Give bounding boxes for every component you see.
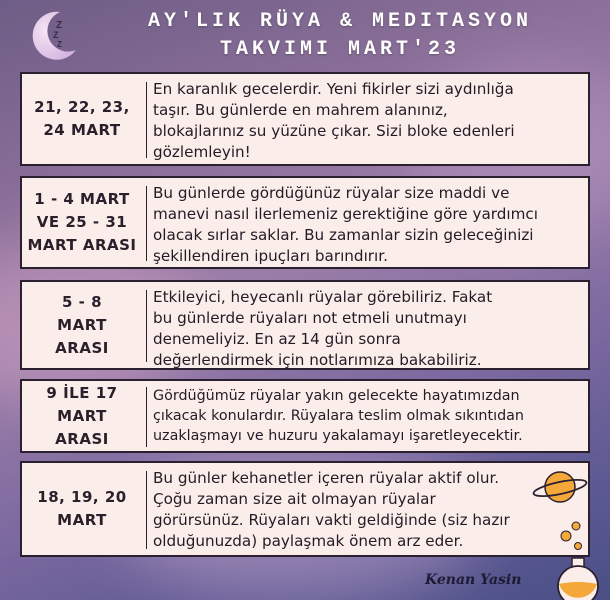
row-description: Bu günler kehanetler içeren rüyalar aktif olur. Çoğu zaman size ait olmayan rüyalar görürsünüz. Rüyaları vakti geldiğinde (siz hazır olduğunuzda) paylaşmak önem arz eder.	[153, 469, 510, 550]
row-divider	[146, 186, 147, 261]
row-date-label: 5 - 8 MART ARASI	[55, 292, 109, 357]
calendar-row	[20, 379, 590, 453]
row-description: Etkileyici, heyecanlı rüyalar görebiliriz. Fakat bu günlerde rüyaları not etmeli unutmayı denemeliyiz. En az 14 gün sonra değerlendirmek için notlarımıza bakabiliriz.	[153, 288, 493, 369]
row-divider	[146, 471, 147, 549]
row-description: En karanlık gecelerdir. Yeni fikirler sizi aydınlığa taşır. Bu günlerde en mahrem alanınız, blokajlarınız su yüzüne çıkar. Sizi bloke edenleri gözlemleyin!	[153, 80, 515, 161]
row-divider	[146, 290, 147, 362]
svg-text:Z: Z	[53, 30, 59, 40]
header	[0, 0, 610, 66]
row-date-label: 18, 19, 20 MART	[37, 488, 127, 529]
row-date-label: 9 İLE 17 MART ARASI	[46, 383, 118, 448]
row-description: Gördüğümüz rüyalar yakın gelecekte hayatımızdan çıkacak konulardır. Rüyalara teslim olmak sıkıntıdan uzaklaşmayı ve huzuru yakalamayı işaretleyecektir.	[153, 388, 524, 444]
row-divider	[146, 82, 147, 158]
calendar-row	[20, 72, 590, 166]
row-date-label: 1 - 4 MART VE 25 - 31 MART ARASI	[27, 190, 137, 254]
title-line-2: TAKVIMI MART'23	[219, 38, 461, 61]
title-line-1: AY'LIK RÜYA & MEDITASYON	[147, 10, 533, 33]
calendar-row	[20, 176, 590, 269]
potion-flask-icon	[548, 518, 606, 600]
signature: Kenan Yasin	[425, 572, 522, 588]
row-divider	[146, 387, 147, 447]
planet-icon	[530, 462, 590, 512]
calendar-row	[20, 461, 590, 557]
row-date-label: 21, 22, 23, 24 MART	[34, 98, 130, 139]
svg-text:Z: Z	[56, 20, 63, 31]
svg-text:Z: Z	[57, 40, 62, 49]
calendar-row	[20, 280, 590, 370]
row-description: Bu günlerde gördüğünüz rüyalar size maddi ve manevi nasıl ilerlemeniz gerektiğine göre yardımcı olacak sırlar saklar. Bu zamanlar sizin geleceğinizi şekillendiren ipuçları barındırır.	[153, 184, 538, 265]
